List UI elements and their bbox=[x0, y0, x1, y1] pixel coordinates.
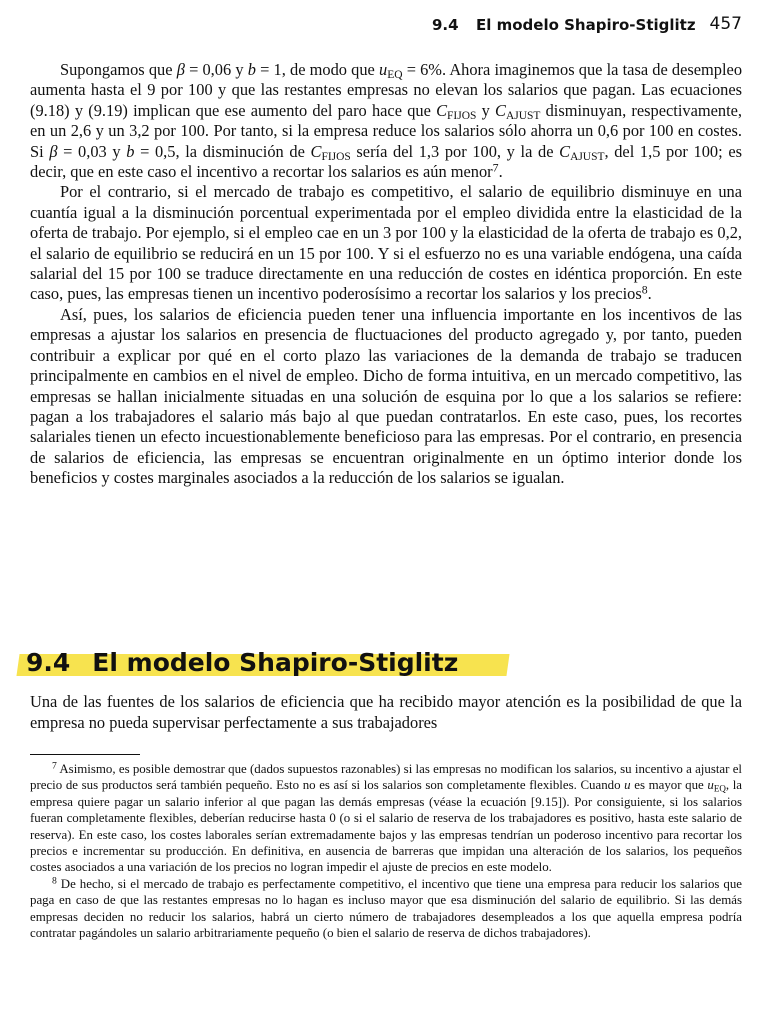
header-section-number: 9.4 bbox=[432, 16, 459, 34]
footnotes bbox=[30, 761, 742, 941]
paragraph-4: Una de las fuentes de los salarios de eficiencia que ha recibido mayor atención es la posibilidad de que la empresa no pueda supervisar perfectamente a sus trabajadores bbox=[30, 692, 742, 732]
paragraph-2: Por el contrario, si el mercado de trabajo es competitivo, el salario de equilibrio disminuye en una cuantía igual a la disminución porcentual experimentada por el empleo dividida entre la elasticidad de la oferta de trabajo. Por ejemplo, si el empleo cae en un 3 por 100 y la elasticidad de la oferta de trabajo es 0,2, el salario de equilibrio se reducirá en un 15 por 100. Y si el esfuerzo no es una variable endógena, una caída salarial del 15 por 100 se traduce directamente en una reducción de costes en idéntica proporción. En este caso, pues, las empresas tienen un incentivo poderosísimo a recortar los salarios y los precios$^8$. bbox=[30, 182, 742, 304]
footnote-8: $^8$ De hecho, si el mercado de trabajo es perfectamente competitivo, el incentivo que tiene una empresa para reducir los salarios que paga en caso de que las restantes empresas no lo hagan es incluso mayor que esa disminución del salario de equilibrio. Si las demás empresas deciden no reducir los salarios, habrá un cierto número de trabajadores desempleados a los que aquella empresa podría contratar pagándoles un salario arbitrariamente pequeño (o bien el salario de reserva de dichos trabajadores). bbox=[30, 875, 742, 941]
section-intro bbox=[30, 692, 742, 734]
running-header bbox=[30, 14, 742, 42]
footnote-ref-8[interactable]: 8 bbox=[641, 283, 648, 298]
section-title: El modelo Shapiro-Stiglitz bbox=[92, 648, 459, 677]
main-text bbox=[30, 60, 742, 489]
paragraph-3: Así, pues, los salarios de eficiencia pueden tener una influencia importante en los incentivos de las empresas a ajustar los salarios en presencia de fluctuaciones del producto agregado y, por tanto, pueden contribuir a explicar por qué en el corto plazo las variaciones de la demanda de trabajo se traducen principalmente en cambios en el nivel de empleo. Dicho de forma intuitiva, en un mercado competitivo, las empresas se hallan inicialmente situadas en una solución de esquina por lo que a los salarios se refiere: pagan a los trabajadores el salario más bajo al que puedan contratarlos. En este caso, pues, los recortes salariales tienen un efecto incuestionablemente beneficioso para las empresas. Por el contrario, en presencia de salarios de eficiencia, las empresas se encuentran originalmente en un óptimo interior donde los beneficios y costes marginales asociados a la reducción de los salarios se igualan. bbox=[30, 304, 742, 488]
section-number: 9.4 bbox=[26, 648, 71, 677]
footnote-7: $^7$ Asimismo, es posible demostrar que (dados supuestos razonables) si las empresas no modifican los salarios, su incentivo a ajustar el precio de sus productos será también pequeño. Esto no es así si los salarios son completamente flexibles. Cuando u es mayor que $u_{EQ}$, la empresa quiere pagar un salario inferior al que pagan las demás empresas (véase la ecuación [9.15]). Por consiguiente, si los salarios fueran completamente flexibles, deberían reducirse hasta 0 (o si el salario de reserva de los trabajadores es positivo, hasta este salario de reserva). En este caso, los costes laborales serían extremadamente bajos y las empresas tendrían un poderoso incentivo para recortar los precios e incrementar su producción. En definitiva, en ausencia de barreras que impidan una alteración de los salarios, los pequeños costes asociados a una variación de los precios no logran impedir el ajuste de precios en este modelo. bbox=[30, 760, 742, 875]
footnote-rule bbox=[30, 754, 140, 755]
footnote-ref-7[interactable]: 7 bbox=[492, 160, 499, 175]
header-chapter-title: El modelo Shapiro-Stiglitz bbox=[476, 16, 696, 34]
page-number: 457 bbox=[709, 14, 742, 34]
section-heading bbox=[18, 645, 518, 683]
paragraph-1: Supongamos que β = 0,06 y b = 1, de modo que $u_{EQ} = 6\%$. Ahora imaginemos que la tasa de desempleo aumenta hasta el 9 por 100 y que las restantes empresas no elevan los salarios que pagan. Las ecuaciones (9.18) y (9.19) implican que ese aumento del paro hace que $C_{FIJOS}$ y $C_{AJUST}$ disminuyan, respectivamente, en un 2,6 y un 3,2 por 100. Por tanto, si la empresa reduce los salarios sólo ahorra un 0,6 por 100 en costes. Si β = 0,03 y b = 0,5, la disminución de $C_{FIJOS}$ sería del 1,3 por 100, y la de $C_{AJUST}$, del 1,5 por 100; es decir, que en este caso el incentivo a recortar los salarios es aún menor$^7$. bbox=[30, 60, 743, 182]
